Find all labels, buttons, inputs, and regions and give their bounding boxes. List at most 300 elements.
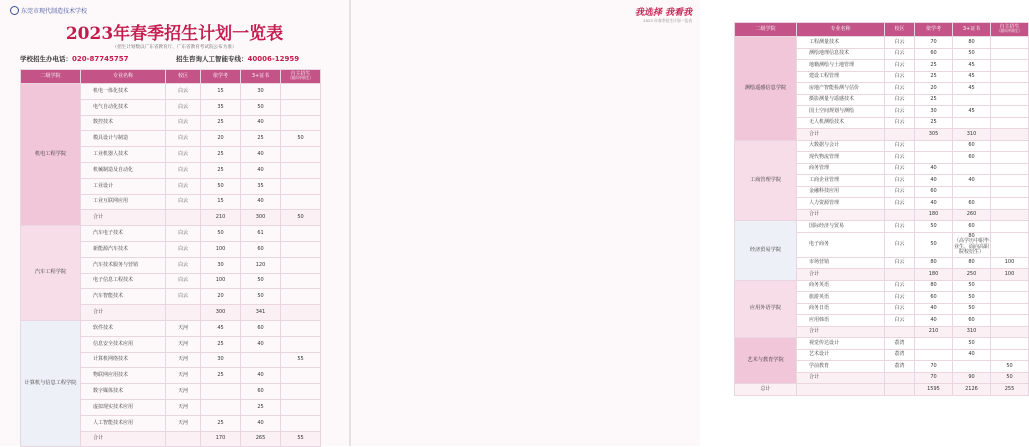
major-cell: 工业互联网应用	[81, 194, 166, 210]
total-label: 合计	[797, 372, 885, 384]
cert-note: （高学历中职毕业生，面向高职院校招生）	[953, 238, 989, 255]
enroll-cell: 70	[915, 37, 953, 49]
campus-cell: 白云	[166, 241, 201, 257]
total-label: 合计	[81, 431, 166, 447]
self-cell	[281, 84, 321, 100]
self-cell	[991, 280, 1029, 292]
college-cell: 测绘遥感信息学院	[735, 37, 797, 141]
self-cell	[281, 289, 321, 305]
self-cell	[281, 399, 321, 415]
self-cell	[991, 338, 1029, 350]
school-emblem-icon	[10, 6, 19, 15]
self-cell	[281, 320, 321, 336]
major-cell: 现代物流管理	[797, 152, 885, 164]
enroll-cell: 20	[915, 83, 953, 95]
major-cell: 机电一体化技术	[81, 84, 166, 100]
total-self	[991, 129, 1029, 141]
total-cert: 250	[953, 269, 991, 281]
enroll-cell: 60	[915, 186, 953, 198]
hotline2-label: 招生咨询人工智能专线：	[176, 55, 248, 63]
enroll-cell: 50	[201, 178, 241, 194]
header-row	[735, 23, 1029, 37]
major-cell: 工业机器人技术	[81, 147, 166, 163]
campus-cell: 白云	[166, 194, 201, 210]
self-cell	[281, 162, 321, 178]
cert-cell: 40	[953, 349, 991, 361]
enroll-cell: 100	[201, 241, 241, 257]
major-cell: 地籍测绘与土地管理	[797, 60, 885, 72]
cert-cell: 60	[241, 384, 281, 400]
header-self-label: 自主招生	[999, 23, 1020, 30]
campus-cell: 白云	[885, 232, 915, 257]
college-cell: 汽车工程学院	[21, 226, 81, 321]
header-cert: 3+证书	[953, 23, 991, 37]
header-self-sub: （面向中职生）	[287, 76, 314, 81]
major-cell: 数控技术	[81, 115, 166, 131]
major-cell: 人力资源管理	[797, 198, 885, 210]
major-cell: 新能源汽车技术	[81, 241, 166, 257]
enroll-cell: 15	[201, 194, 241, 210]
major-cell: 数字媒体技术	[81, 384, 166, 400]
enroll-cell: 40	[915, 163, 953, 175]
campus-cell: 白云	[166, 99, 201, 115]
cert-cell: 60	[241, 320, 281, 336]
major-cell: 虚拟现实技术应用	[81, 399, 166, 415]
cert-cell: 45	[953, 106, 991, 118]
table-row	[735, 338, 1029, 350]
self-cell: 100	[991, 257, 1029, 269]
college-cell: 应用外语学院	[735, 280, 797, 338]
cert-cell: 50	[953, 48, 991, 60]
enroll-cell	[201, 399, 241, 415]
enroll-cell: 40	[915, 315, 953, 327]
total-label: 合计	[797, 129, 885, 141]
self-cell: 50	[991, 361, 1029, 373]
grand-total-self: 255	[991, 384, 1029, 396]
cert-cell: 40	[241, 194, 281, 210]
campus-cell: 白云	[166, 131, 201, 147]
total-label: 合计	[81, 210, 166, 226]
consult-hotline	[176, 54, 299, 63]
cert-cell: 45	[953, 83, 991, 95]
self-cell	[991, 292, 1029, 304]
major-cell: 艺术设计	[797, 349, 885, 361]
self-cell	[281, 368, 321, 384]
campus-cell: 天河	[166, 352, 201, 368]
self-cell	[991, 232, 1029, 257]
enroll-cell: 25	[915, 71, 953, 83]
total-cert: 260	[953, 209, 991, 221]
hotline2-number: 40006-12959	[247, 55, 300, 63]
enrollment-table-left	[20, 69, 321, 447]
slogan-text: 我选择 我看我	[634, 8, 692, 18]
total-campus	[885, 209, 915, 221]
hotline-number: 020-87745757	[72, 55, 129, 63]
table-header	[735, 23, 1029, 37]
self-cell	[991, 60, 1029, 72]
table-body	[21, 84, 321, 447]
self-cell	[281, 147, 321, 163]
cert-cell	[953, 232, 991, 257]
table-row	[735, 37, 1029, 49]
cert-value: 80	[968, 233, 975, 240]
enroll-cell: 20	[201, 131, 241, 147]
school-name: 东莞市现代制造技术学校	[21, 8, 88, 15]
enroll-cell: 25	[915, 94, 953, 106]
cert-cell: 50	[953, 280, 991, 292]
enroll-cell: 25	[915, 60, 953, 72]
enroll-cell: 50	[915, 221, 953, 233]
major-cell: 学前教育	[797, 361, 885, 373]
total-campus	[166, 431, 201, 447]
self-cell	[991, 303, 1029, 315]
self-cell	[281, 384, 321, 400]
grand-total-campus	[885, 384, 915, 396]
cert-cell	[953, 186, 991, 198]
total-campus	[885, 326, 915, 338]
enroll-cell: 25	[201, 147, 241, 163]
campus-cell: 白云	[885, 257, 915, 269]
enroll-cell: 30	[915, 106, 953, 118]
campus-cell: 白云	[166, 162, 201, 178]
enroll-cell	[915, 349, 953, 361]
campus-cell: 天河	[166, 384, 201, 400]
table-row	[735, 140, 1029, 152]
table-row	[21, 320, 321, 336]
major-cell: 汽车电子技术	[81, 226, 166, 242]
total-enroll: 170	[201, 431, 241, 447]
cert-cell: 40	[241, 115, 281, 131]
major-cell: 模具设计与制造	[81, 131, 166, 147]
campus-cell: 天河	[166, 368, 201, 384]
cert-cell: 40	[953, 175, 991, 187]
total-enroll: 300	[201, 305, 241, 321]
campus-cell: 白云	[166, 273, 201, 289]
cert-cell: 35	[241, 178, 281, 194]
page-left	[0, 0, 349, 446]
campus-cell: 白云	[885, 175, 915, 187]
table-row	[21, 84, 321, 100]
self-cell	[991, 175, 1029, 187]
campus-cell: 白云	[885, 186, 915, 198]
cert-cell: 25	[241, 131, 281, 147]
total-enroll: 70	[915, 372, 953, 384]
major-cell: 工商企业管理	[797, 175, 885, 187]
major-cell: 机械制造及自动化	[81, 162, 166, 178]
cert-cell: 45	[953, 71, 991, 83]
total-self: 100	[991, 269, 1029, 281]
total-enroll: 180	[915, 209, 953, 221]
self-cell	[991, 315, 1029, 327]
cert-cell: 30	[241, 84, 281, 100]
total-enroll: 305	[915, 129, 953, 141]
cert-cell: 45	[953, 60, 991, 72]
table-body	[735, 37, 1029, 396]
enroll-cell	[915, 152, 953, 164]
self-cell	[281, 336, 321, 352]
header-self-sub: （面向中职生）	[996, 29, 1023, 34]
header-self	[991, 23, 1029, 37]
cert-cell: 40	[241, 336, 281, 352]
major-cell: 大数据与会计	[797, 140, 885, 152]
cert-cell	[241, 352, 281, 368]
campus-cell: 荔湾	[885, 361, 915, 373]
campus-cell: 白云	[885, 140, 915, 152]
self-cell	[281, 415, 321, 431]
total-cert: 341	[241, 305, 281, 321]
total-self	[991, 326, 1029, 338]
self-cell	[991, 48, 1029, 60]
major-cell: 工业设计	[81, 178, 166, 194]
campus-cell: 荔湾	[885, 349, 915, 361]
cert-cell: 50	[241, 99, 281, 115]
enroll-cell: 15	[201, 84, 241, 100]
major-cell: 旅游英语	[797, 292, 885, 304]
campus-cell: 白云	[885, 48, 915, 60]
cert-cell: 40	[241, 415, 281, 431]
self-cell	[281, 99, 321, 115]
page-subtitle: （招生计划数以广东省教育厅、广东省教育考试院公布为准）	[112, 45, 237, 50]
total-label: 合计	[797, 269, 885, 281]
enroll-cell: 35	[201, 99, 241, 115]
total-self: 50	[281, 210, 321, 226]
campus-cell: 天河	[166, 399, 201, 415]
enroll-cell: 100	[201, 273, 241, 289]
college-cell: 经济贸易学院	[735, 221, 797, 281]
enroll-cell: 25	[915, 117, 953, 129]
grand-total-cert: 2126	[953, 384, 991, 396]
major-cell: 无人机测绘技术	[797, 117, 885, 129]
cert-cell: 60	[953, 152, 991, 164]
enrollment-table-right	[734, 22, 1029, 396]
total-self: 50	[991, 372, 1029, 384]
self-cell	[281, 241, 321, 257]
slogan-caption: 2023 年春季招生计划一览表	[643, 18, 692, 23]
cert-cell: 60	[953, 221, 991, 233]
cert-cell: 60	[241, 241, 281, 257]
grand-total-row	[735, 384, 1029, 396]
school-logo	[10, 6, 87, 15]
self-cell: 50	[281, 131, 321, 147]
major-cell: 测绘地理信息技术	[797, 48, 885, 60]
enroll-cell: 50	[915, 232, 953, 257]
total-label: 合计	[797, 326, 885, 338]
self-cell	[281, 273, 321, 289]
total-cert: 265	[241, 431, 281, 447]
major-cell: 房地产智能检测与估价	[797, 83, 885, 95]
self-cell	[991, 140, 1029, 152]
major-cell: 人工智能技术应用	[81, 415, 166, 431]
self-cell	[991, 152, 1029, 164]
header-major: 专业名称	[797, 23, 885, 37]
major-cell: 国际经济与贸易	[797, 221, 885, 233]
enroll-cell: 70	[915, 361, 953, 373]
total-campus	[885, 269, 915, 281]
enroll-cell: 25	[201, 336, 241, 352]
self-cell	[281, 226, 321, 242]
self-cell	[281, 178, 321, 194]
self-cell	[281, 194, 321, 210]
major-cell: 电子信息工程技术	[81, 273, 166, 289]
header-campus: 校区	[166, 70, 201, 84]
major-cell: 建设工程管理	[797, 71, 885, 83]
cert-cell: 50	[953, 292, 991, 304]
enroll-cell: 25	[201, 162, 241, 178]
major-cell: 汽车技术服务与营销	[81, 257, 166, 273]
total-cert: 90	[953, 372, 991, 384]
self-cell	[991, 349, 1029, 361]
campus-cell: 白云	[885, 280, 915, 292]
enroll-cell	[201, 384, 241, 400]
major-cell: 电气自动化技术	[81, 99, 166, 115]
header-enroll: 依学考	[201, 70, 241, 84]
self-cell: 55	[281, 352, 321, 368]
major-cell: 信息安全技术应用	[81, 336, 166, 352]
header-self	[281, 70, 321, 84]
enroll-cell: 40	[915, 303, 953, 315]
admission-hotline	[20, 54, 128, 63]
campus-cell: 天河	[166, 320, 201, 336]
enroll-cell: 25	[201, 415, 241, 431]
cert-cell: 25	[241, 399, 281, 415]
enroll-cell	[915, 140, 953, 152]
total-enroll: 210	[201, 210, 241, 226]
total-self	[281, 305, 321, 321]
table-header	[21, 70, 321, 84]
enroll-cell: 40	[915, 198, 953, 210]
campus-cell: 白云	[885, 303, 915, 315]
self-cell	[281, 257, 321, 273]
self-cell	[991, 186, 1029, 198]
major-cell: 软件技术	[81, 320, 166, 336]
total-campus	[166, 210, 201, 226]
page-right	[351, 0, 1023, 446]
major-cell: 商务管理	[797, 163, 885, 175]
self-cell	[991, 94, 1029, 106]
enroll-cell: 50	[201, 226, 241, 242]
self-cell	[991, 83, 1029, 95]
enroll-cell: 45	[201, 320, 241, 336]
major-cell: 电子商务	[797, 232, 885, 257]
campus-cell: 白云	[885, 292, 915, 304]
college-cell: 工商管理学院	[735, 140, 797, 221]
cert-cell	[953, 361, 991, 373]
campus-cell: 白云	[166, 84, 201, 100]
cert-cell: 50	[953, 338, 991, 350]
table-row	[21, 226, 321, 242]
enroll-cell: 40	[915, 175, 953, 187]
campus-cell: 白云	[885, 106, 915, 118]
total-enroll: 180	[915, 269, 953, 281]
self-cell	[991, 71, 1029, 83]
self-cell	[991, 106, 1029, 118]
campus-cell: 白云	[885, 71, 915, 83]
campus-cell: 白云	[885, 198, 915, 210]
enroll-cell: 20	[201, 289, 241, 305]
self-cell	[281, 115, 321, 131]
self-cell	[991, 221, 1029, 233]
total-enroll: 210	[915, 326, 953, 338]
total-self	[991, 209, 1029, 221]
header-major: 专业名称	[81, 70, 166, 84]
campus-cell: 荔湾	[885, 338, 915, 350]
campus-cell: 白云	[885, 94, 915, 106]
header-college: 二级学院	[21, 70, 81, 84]
cert-cell: 120	[241, 257, 281, 273]
cert-cell: 50	[241, 289, 281, 305]
hotline-label: 学校招生办电话：	[20, 55, 72, 63]
self-cell	[991, 117, 1029, 129]
header-college: 二级学院	[735, 23, 797, 37]
self-cell	[991, 198, 1029, 210]
self-cell	[991, 163, 1029, 175]
enroll-cell: 30	[201, 352, 241, 368]
cert-cell: 40	[241, 147, 281, 163]
cert-cell: 40	[241, 162, 281, 178]
major-cell: 汽车智能技术	[81, 289, 166, 305]
header-cert: 3+证书	[241, 70, 281, 84]
campus-cell: 白云	[166, 289, 201, 305]
major-cell: 商务英语	[797, 280, 885, 292]
campus-cell: 白云	[885, 83, 915, 95]
major-cell: 计算机网络技术	[81, 352, 166, 368]
header-self-label: 自主招生	[290, 70, 311, 77]
cert-cell: 50	[953, 303, 991, 315]
major-cell: 商务日语	[797, 303, 885, 315]
cert-cell: 61	[241, 226, 281, 242]
total-campus	[166, 305, 201, 321]
major-cell: 国土空间规划与测绘	[797, 106, 885, 118]
campus-cell: 白云	[166, 257, 201, 273]
cert-cell: 80	[953, 37, 991, 49]
major-cell: 应用韩语	[797, 315, 885, 327]
college-cell: 计算机与信息工程学院	[21, 320, 81, 446]
table-row	[735, 221, 1029, 233]
enroll-cell: 80	[915, 257, 953, 269]
enroll-cell: 25	[201, 368, 241, 384]
campus-cell: 白云	[885, 221, 915, 233]
total-campus	[885, 129, 915, 141]
total-cert: 310	[953, 326, 991, 338]
table-row	[735, 280, 1029, 292]
campus-cell: 白云	[166, 226, 201, 242]
college-cell: 艺术与教育学院	[735, 338, 797, 384]
cert-cell	[953, 94, 991, 106]
cert-cell: 50	[241, 273, 281, 289]
campus-cell: 白云	[885, 163, 915, 175]
major-cell: 视觉传达设计	[797, 338, 885, 350]
header-campus: 校区	[885, 23, 915, 37]
header-row	[21, 70, 321, 84]
major-cell: 市场营销	[797, 257, 885, 269]
cert-cell	[953, 117, 991, 129]
enroll-cell: 25	[201, 115, 241, 131]
page-title: 2023年春季招生计划一览表	[65, 24, 284, 44]
grand-total-major	[797, 384, 885, 396]
cert-cell: 60	[953, 198, 991, 210]
campus-cell: 白云	[885, 152, 915, 164]
total-cert: 300	[241, 210, 281, 226]
enroll-cell: 30	[201, 257, 241, 273]
total-self: 55	[281, 431, 321, 447]
cert-cell: 40	[241, 368, 281, 384]
campus-cell: 天河	[166, 336, 201, 352]
campus-cell: 白云	[885, 60, 915, 72]
total-cert: 310	[953, 129, 991, 141]
campus-cell: 白云	[885, 37, 915, 49]
cert-cell: 80	[953, 257, 991, 269]
enroll-cell: 80	[915, 280, 953, 292]
